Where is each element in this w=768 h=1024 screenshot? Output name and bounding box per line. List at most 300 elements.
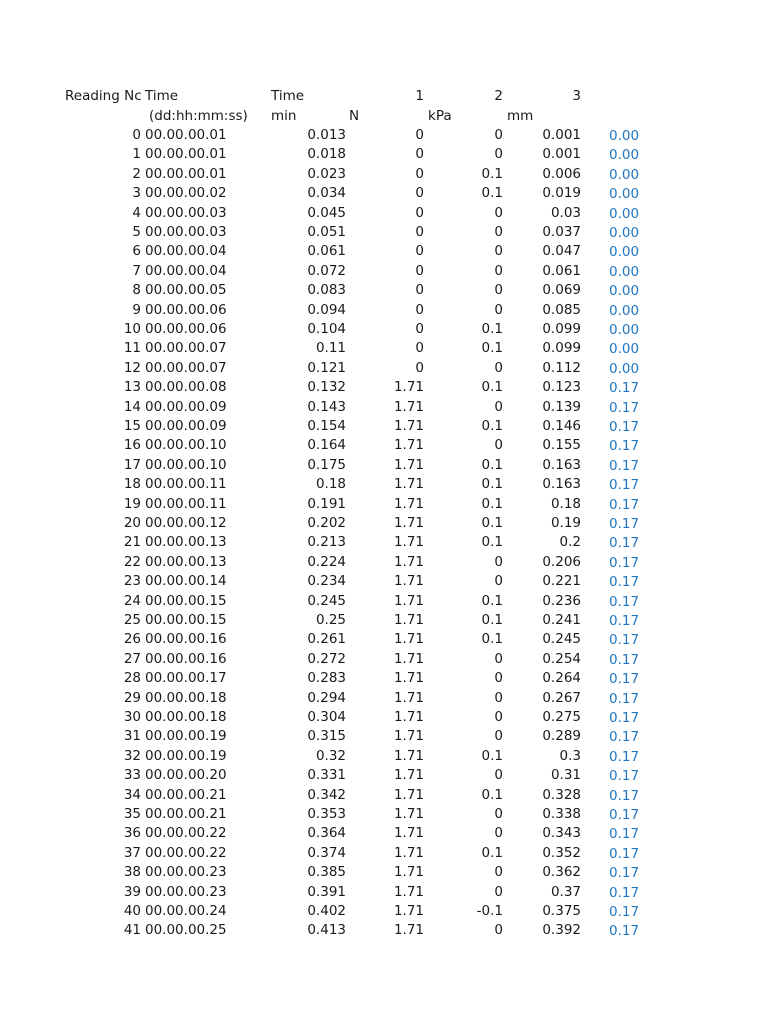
cell-channel-1: 0: [415, 321, 424, 337]
cell-channel-2: 0: [494, 301, 503, 318]
cell-time-min: 0.094: [307, 301, 346, 318]
cell-reading-no: 16: [123, 437, 141, 454]
header-time-min: Time: [271, 88, 305, 104]
cell-computed: 0.17: [609, 419, 640, 435]
cell-channel-2: 0.1: [481, 534, 503, 551]
cell-time-stamp: 00.00.00.01: [145, 165, 227, 182]
cell-time-stamp: 00.00.00.06: [145, 321, 227, 337]
cell-time-stamp: 00.00.00.09: [145, 418, 227, 434]
cell-channel-3: 0.352: [542, 844, 581, 861]
cell-reading-no: 26: [123, 631, 141, 648]
cell-reading-no: 22: [123, 553, 141, 570]
cell-computed: 0.17: [609, 768, 640, 785]
cell-time-min: 0.072: [307, 262, 346, 279]
cell-channel-2: 0: [494, 922, 503, 939]
cell-channel-3: 0.163: [542, 456, 581, 473]
cell-channel-1: 1.71: [393, 612, 424, 628]
cell-computed: 0.17: [609, 399, 640, 416]
cell-channel-2: 0: [494, 398, 503, 415]
cell-channel-1: 0: [415, 127, 424, 143]
cell-time-stamp: 00.00.00.16: [145, 631, 227, 648]
cell-channel-1: 1.71: [393, 437, 424, 454]
cell-computed: 0.17: [609, 710, 640, 726]
cell-time-min: 0.202: [307, 515, 346, 531]
cell-channel-2: 0: [494, 553, 503, 570]
cell-computed: 0.17: [609, 865, 640, 882]
cell-channel-1: 1.71: [393, 844, 424, 861]
cell-time-stamp: 00.00.00.23: [145, 883, 227, 900]
cell-computed: 0.00: [609, 283, 640, 300]
cell-computed: 0.17: [609, 807, 640, 823]
cell-channel-2: 0.1: [481, 747, 503, 764]
cell-channel-2: 0: [494, 767, 503, 784]
cell-time-min: 0.315: [307, 728, 346, 745]
cell-channel-2: 0: [494, 825, 503, 842]
cell-channel-3: 0.3: [559, 747, 581, 764]
cell-computed: 0.00: [609, 128, 640, 144]
cell-computed: 0.00: [609, 302, 640, 319]
cell-reading-no: 6: [132, 243, 141, 260]
cell-channel-3: 0.019: [542, 185, 581, 202]
cell-computed: 0.17: [609, 496, 640, 513]
cell-computed: 0.00: [609, 186, 640, 203]
cell-channel-3: 0.375: [542, 903, 581, 919]
cell-channel-2: 0: [494, 146, 503, 163]
cell-channel-1: 1.71: [393, 825, 424, 842]
cell-time-stamp: 00.00.00.24: [145, 903, 227, 919]
cell-time-min: 0.283: [307, 670, 346, 687]
cell-reading-no: 1: [132, 146, 141, 163]
cell-channel-1: 1.71: [393, 883, 424, 900]
cell-time-stamp: 00.00.00.21: [145, 786, 227, 803]
cell-channel-2: 0: [494, 709, 503, 725]
cell-channel-2: 0.1: [481, 165, 503, 182]
cell-reading-no: 21: [123, 534, 141, 551]
header-unit-min: min: [271, 108, 297, 124]
cell-channel-3: 0.03: [550, 204, 581, 221]
cell-channel-2: 0.1: [481, 515, 503, 531]
cell-time-min: 0.018: [307, 146, 346, 163]
cell-time-min: 0.413: [307, 922, 346, 939]
cell-time-min: 0.224: [307, 553, 346, 570]
cell-channel-2: 0: [494, 359, 503, 376]
cell-time-min: 0.023: [307, 165, 346, 182]
cell-channel-2: 0: [494, 883, 503, 900]
cell-time-stamp: 00.00.00.22: [145, 825, 227, 842]
cell-channel-2: 0: [494, 806, 503, 822]
cell-time-min: 0.213: [307, 534, 346, 551]
cell-computed: 0.17: [609, 574, 640, 591]
cell-channel-1: 0: [415, 340, 424, 357]
cell-time-stamp: 00.00.00.16: [145, 650, 227, 667]
cell-reading-no: 3: [132, 185, 141, 202]
cell-channel-3: 0.006: [542, 165, 581, 182]
cell-channel-3: 0.267: [542, 689, 581, 706]
cell-time-stamp: 00.00.00.14: [145, 573, 227, 590]
cell-channel-1: 0: [415, 243, 424, 260]
header-channel-1: 1: [415, 88, 424, 104]
cell-time-stamp: 00.00.00.06: [145, 301, 227, 318]
cell-computed: 0.00: [609, 360, 640, 377]
cell-channel-1: 0: [415, 359, 424, 376]
cell-time-stamp: 00.00.00.05: [145, 282, 227, 299]
cell-computed: 0.17: [609, 904, 640, 920]
cell-channel-3: 0.289: [542, 728, 581, 745]
cell-reading-no: 24: [123, 592, 141, 609]
cell-channel-1: 0: [415, 262, 424, 279]
cell-time-min: 0.272: [307, 650, 346, 667]
cell-time-stamp: 00.00.00.07: [145, 340, 227, 357]
cell-reading-no: 35: [123, 806, 141, 822]
cell-time-stamp: 00.00.00.13: [145, 534, 227, 551]
cell-computed: 0.00: [609, 244, 640, 261]
cell-time-stamp: 00.00.00.07: [145, 359, 227, 376]
cell-channel-1: 1.71: [393, 379, 424, 396]
cell-channel-2: 0: [494, 127, 503, 143]
cell-channel-3: 0.001: [542, 146, 581, 163]
cell-channel-2: 0: [494, 728, 503, 745]
cell-channel-3: 0.155: [542, 437, 581, 454]
cell-time-min: 0.121: [307, 359, 346, 376]
cell-reading-no: 28: [123, 670, 141, 687]
cell-channel-1: 0: [415, 204, 424, 221]
cell-channel-2: 0: [494, 262, 503, 279]
cell-time-stamp: 00.00.00.04: [145, 262, 227, 279]
cell-computed: 0.17: [609, 884, 640, 901]
cell-channel-3: 0.343: [542, 825, 581, 842]
cell-channel-3: 0.099: [542, 340, 581, 357]
cell-reading-no: 23: [123, 573, 141, 590]
cell-time-stamp: 00.00.00.20: [145, 767, 227, 784]
cell-channel-2: 0.1: [481, 844, 503, 861]
cell-computed: 0.00: [609, 205, 640, 222]
header-channel-2: 2: [494, 88, 503, 104]
cell-channel-2: 0.1: [481, 418, 503, 434]
cell-time-min: 0.045: [307, 204, 346, 221]
cell-channel-1: 1.71: [393, 592, 424, 609]
cell-time-stamp: 00.00.00.03: [145, 204, 227, 221]
header-unit-mm: mm: [507, 108, 534, 124]
cell-channel-1: 0: [415, 165, 424, 182]
cell-channel-3: 0.099: [542, 321, 581, 337]
cell-channel-2: 0: [494, 670, 503, 687]
cell-channel-1: 1.71: [393, 689, 424, 706]
cell-channel-3: 0.362: [542, 864, 581, 881]
cell-reading-no: 29: [123, 689, 141, 706]
cell-time-min: 0.245: [307, 592, 346, 609]
cell-channel-3: 0.31: [550, 767, 581, 784]
cell-time-min: 0.18: [315, 476, 346, 493]
cell-channel-3: 0.2: [559, 534, 581, 551]
cell-reading-no: 40: [123, 903, 141, 919]
cell-time-stamp: 00.00.00.08: [145, 379, 227, 396]
cell-computed: 0.00: [609, 341, 640, 358]
cell-channel-1: 1.71: [393, 747, 424, 764]
cell-computed: 0.17: [609, 787, 640, 804]
cell-time-stamp: 00.00.00.09: [145, 398, 227, 415]
cell-channel-1: 0: [415, 224, 424, 240]
cell-time-min: 0.191: [307, 495, 346, 512]
cell-reading-no: 39: [123, 883, 141, 900]
cell-time-min: 0.013: [307, 127, 346, 143]
cell-computed: 0.17: [609, 748, 640, 765]
cell-reading-no: 7: [132, 262, 141, 279]
cell-channel-1: 0: [415, 185, 424, 202]
cell-time-min: 0.385: [307, 864, 346, 881]
cell-computed: 0.00: [609, 322, 640, 338]
cell-computed: 0.00: [609, 147, 640, 164]
cell-reading-no: 27: [123, 650, 141, 667]
cell-channel-3: 0.221: [542, 573, 581, 590]
cell-time-stamp: 00.00.00.23: [145, 864, 227, 881]
cell-time-min: 0.304: [307, 709, 346, 725]
cell-channel-2: 0.1: [481, 631, 503, 648]
cell-computed: 0.17: [609, 516, 640, 532]
cell-reading-no: 8: [132, 282, 141, 299]
cell-time-stamp: 00.00.00.18: [145, 689, 227, 706]
cell-channel-3: 0.206: [542, 553, 581, 570]
cell-time-stamp: 00.00.00.12: [145, 515, 227, 531]
cell-reading-no: 9: [132, 301, 141, 318]
cell-channel-1: 1.71: [393, 553, 424, 570]
cell-computed: 0.17: [609, 593, 640, 610]
cell-channel-3: 0.338: [542, 806, 581, 822]
cell-channel-1: 1.71: [393, 495, 424, 512]
cell-computed: 0.17: [609, 690, 640, 707]
cell-time-min: 0.132: [307, 379, 346, 396]
cell-channel-2: 0: [494, 204, 503, 221]
cell-channel-2: 0.1: [481, 321, 503, 337]
cell-reading-no: 41: [123, 922, 141, 939]
cell-computed: 0.17: [609, 380, 640, 397]
cell-channel-1: 1.71: [393, 573, 424, 590]
cell-channel-3: 0.328: [542, 786, 581, 803]
cell-channel-2: 0.1: [481, 456, 503, 473]
cell-channel-1: 0: [415, 301, 424, 318]
cell-channel-2: 0.1: [481, 476, 503, 493]
cell-channel-2: 0: [494, 243, 503, 260]
cell-time-min: 0.061: [307, 243, 346, 260]
cell-channel-3: 0.275: [542, 709, 581, 725]
cell-time-stamp: 00.00.00.21: [145, 806, 227, 822]
cell-channel-3: 0.37: [550, 883, 581, 900]
cell-computed: 0.17: [609, 632, 640, 649]
header-reading-no: Reading Nc: [65, 88, 142, 104]
cell-time-stamp: 00.00.00.13: [145, 553, 227, 570]
cell-computed: 0.17: [609, 554, 640, 571]
cell-channel-2: 0.1: [481, 786, 503, 803]
header-time-format: (dd:hh:mm:ss): [149, 108, 248, 124]
cell-channel-1: 0: [415, 146, 424, 163]
cell-channel-1: 1.71: [393, 515, 424, 531]
cell-channel-2: 0: [494, 224, 503, 240]
cell-time-min: 0.143: [307, 398, 346, 415]
cell-channel-1: 1.71: [393, 631, 424, 648]
cell-time-min: 0.261: [307, 631, 346, 648]
cell-time-min: 0.034: [307, 185, 346, 202]
cell-computed: 0.17: [609, 438, 640, 455]
cell-time-stamp: 00.00.00.17: [145, 670, 227, 687]
cell-channel-3: 0.112: [542, 359, 581, 376]
cell-channel-3: 0.18: [550, 495, 581, 512]
cell-reading-no: 33: [123, 767, 141, 784]
cell-channel-3: 0.037: [542, 224, 581, 240]
cell-time-min: 0.391: [307, 883, 346, 900]
cell-channel-1: 1.71: [393, 864, 424, 881]
cell-channel-1: 1.71: [393, 398, 424, 415]
cell-time-stamp: 00.00.00.11: [145, 495, 227, 512]
cell-channel-1: 1.71: [393, 786, 424, 803]
cell-reading-no: 18: [123, 476, 141, 493]
cell-time-min: 0.353: [307, 806, 346, 822]
cell-channel-2: 0: [494, 437, 503, 454]
cell-reading-no: 17: [123, 456, 141, 473]
cell-time-stamp: 00.00.00.01: [145, 146, 227, 163]
header-time: Time: [145, 88, 179, 104]
cell-reading-no: 14: [123, 398, 141, 415]
cell-reading-no: 12: [123, 359, 141, 376]
cell-channel-2: 0.1: [481, 185, 503, 202]
cell-reading-no: 10: [123, 321, 141, 337]
cell-reading-no: 34: [123, 786, 141, 803]
cell-channel-1: 1.71: [393, 728, 424, 745]
cell-channel-2: 0.1: [481, 612, 503, 628]
cell-channel-3: 0.241: [542, 612, 581, 628]
cell-channel-2: 0: [494, 282, 503, 299]
cell-channel-1: 1.71: [393, 767, 424, 784]
cell-channel-2: 0: [494, 689, 503, 706]
cell-channel-3: 0.085: [542, 301, 581, 318]
cell-channel-3: 0.139: [542, 398, 581, 415]
cell-computed: 0.17: [609, 477, 640, 494]
cell-time-min: 0.234: [307, 573, 346, 590]
cell-reading-no: 13: [123, 379, 141, 396]
cell-time-stamp: 00.00.00.19: [145, 728, 227, 745]
cell-channel-2: 0.1: [481, 592, 503, 609]
cell-time-min: 0.402: [307, 903, 346, 919]
cell-channel-1: 1.71: [393, 534, 424, 551]
cell-channel-1: 1.71: [393, 456, 424, 473]
cell-channel-2: 0: [494, 573, 503, 590]
cell-time-min: 0.164: [307, 437, 346, 454]
cell-channel-2: 0.1: [481, 379, 503, 396]
cell-channel-3: 0.236: [542, 592, 581, 609]
cell-computed: 0.17: [609, 826, 640, 843]
cell-channel-3: 0.061: [542, 262, 581, 279]
cell-reading-no: 30: [123, 709, 141, 725]
cell-time-min: 0.11: [315, 340, 346, 357]
cell-channel-1: 1.71: [393, 903, 424, 919]
cell-reading-no: 11: [123, 340, 141, 357]
cell-time-stamp: 00.00.00.10: [145, 437, 227, 454]
cell-channel-1: 1.71: [393, 709, 424, 725]
cell-reading-no: 25: [123, 612, 141, 628]
cell-channel-1: 1.71: [393, 650, 424, 667]
cell-channel-2: 0: [494, 864, 503, 881]
cell-channel-2: -0.1: [476, 903, 503, 919]
cell-channel-3: 0.254: [542, 650, 581, 667]
cell-time-min: 0.154: [307, 418, 346, 434]
cell-channel-3: 0.001: [542, 127, 581, 143]
cell-time-stamp: 00.00.00.11: [145, 476, 227, 493]
cell-reading-no: 38: [123, 864, 141, 881]
cell-channel-1: 1.71: [393, 806, 424, 822]
cell-time-stamp: 00.00.00.15: [145, 592, 227, 609]
header-channel-3: 3: [572, 88, 581, 104]
cell-channel-1: 1.71: [393, 418, 424, 434]
cell-channel-2: 0.1: [481, 340, 503, 357]
cell-computed: 0.17: [609, 613, 640, 629]
cell-channel-3: 0.123: [542, 379, 581, 396]
cell-time-min: 0.342: [307, 786, 346, 803]
cell-time-stamp: 00.00.00.02: [145, 185, 227, 202]
cell-time-min: 0.104: [307, 321, 346, 337]
cell-time-min: 0.051: [307, 224, 346, 240]
cell-reading-no: 37: [123, 844, 141, 861]
cell-time-stamp: 00.00.00.03: [145, 224, 227, 240]
cell-channel-3: 0.047: [542, 243, 581, 260]
cell-channel-2: 0.1: [481, 495, 503, 512]
cell-computed: 0.00: [609, 263, 640, 280]
cell-channel-1: 1.71: [393, 476, 424, 493]
cell-computed: 0.17: [609, 671, 640, 688]
cell-channel-2: 0: [494, 650, 503, 667]
cell-reading-no: 4: [132, 204, 141, 221]
cell-time-stamp: 00.00.00.22: [145, 844, 227, 861]
cell-channel-3: 0.163: [542, 476, 581, 493]
cell-reading-no: 2: [132, 165, 141, 182]
cell-computed: 0.17: [609, 729, 640, 746]
cell-reading-no: 19: [123, 495, 141, 512]
cell-computed: 0.00: [609, 166, 640, 183]
cell-computed: 0.00: [609, 225, 640, 241]
cell-time-min: 0.294: [307, 689, 346, 706]
cell-time-min: 0.25: [315, 612, 346, 628]
cell-channel-1: 1.71: [393, 922, 424, 939]
cell-computed: 0.17: [609, 923, 640, 940]
cell-time-stamp: 00.00.00.01: [145, 127, 227, 143]
cell-reading-no: 15: [123, 418, 141, 434]
cell-time-stamp: 00.00.00.10: [145, 456, 227, 473]
header-unit-kpa: kPa: [428, 108, 452, 124]
cell-channel-3: 0.392: [542, 922, 581, 939]
cell-channel-3: 0.146: [542, 418, 581, 434]
cell-time-min: 0.175: [307, 456, 346, 473]
cell-time-min: 0.32: [315, 747, 346, 764]
cell-reading-no: 32: [123, 747, 141, 764]
cell-time-min: 0.374: [307, 844, 346, 861]
cell-channel-3: 0.069: [542, 282, 581, 299]
cell-time-stamp: 00.00.00.19: [145, 747, 227, 764]
cell-time-stamp: 00.00.00.15: [145, 612, 227, 628]
cell-reading-no: 5: [132, 224, 141, 240]
cell-time-stamp: 00.00.00.04: [145, 243, 227, 260]
cell-time-min: 0.083: [307, 282, 346, 299]
cell-reading-no: 0: [132, 127, 141, 143]
cell-reading-no: 31: [123, 728, 141, 745]
cell-reading-no: 20: [123, 515, 141, 531]
cell-time-min: 0.364: [307, 825, 346, 842]
cell-time-stamp: 00.00.00.18: [145, 709, 227, 725]
cell-channel-3: 0.245: [542, 631, 581, 648]
cell-reading-no: 36: [123, 825, 141, 842]
cell-channel-3: 0.264: [542, 670, 581, 687]
cell-channel-3: 0.19: [550, 515, 581, 531]
cell-channel-1: 1.71: [393, 670, 424, 687]
cell-computed: 0.17: [609, 651, 640, 668]
header-unit-n: N: [349, 108, 360, 124]
cell-computed: 0.17: [609, 457, 640, 474]
